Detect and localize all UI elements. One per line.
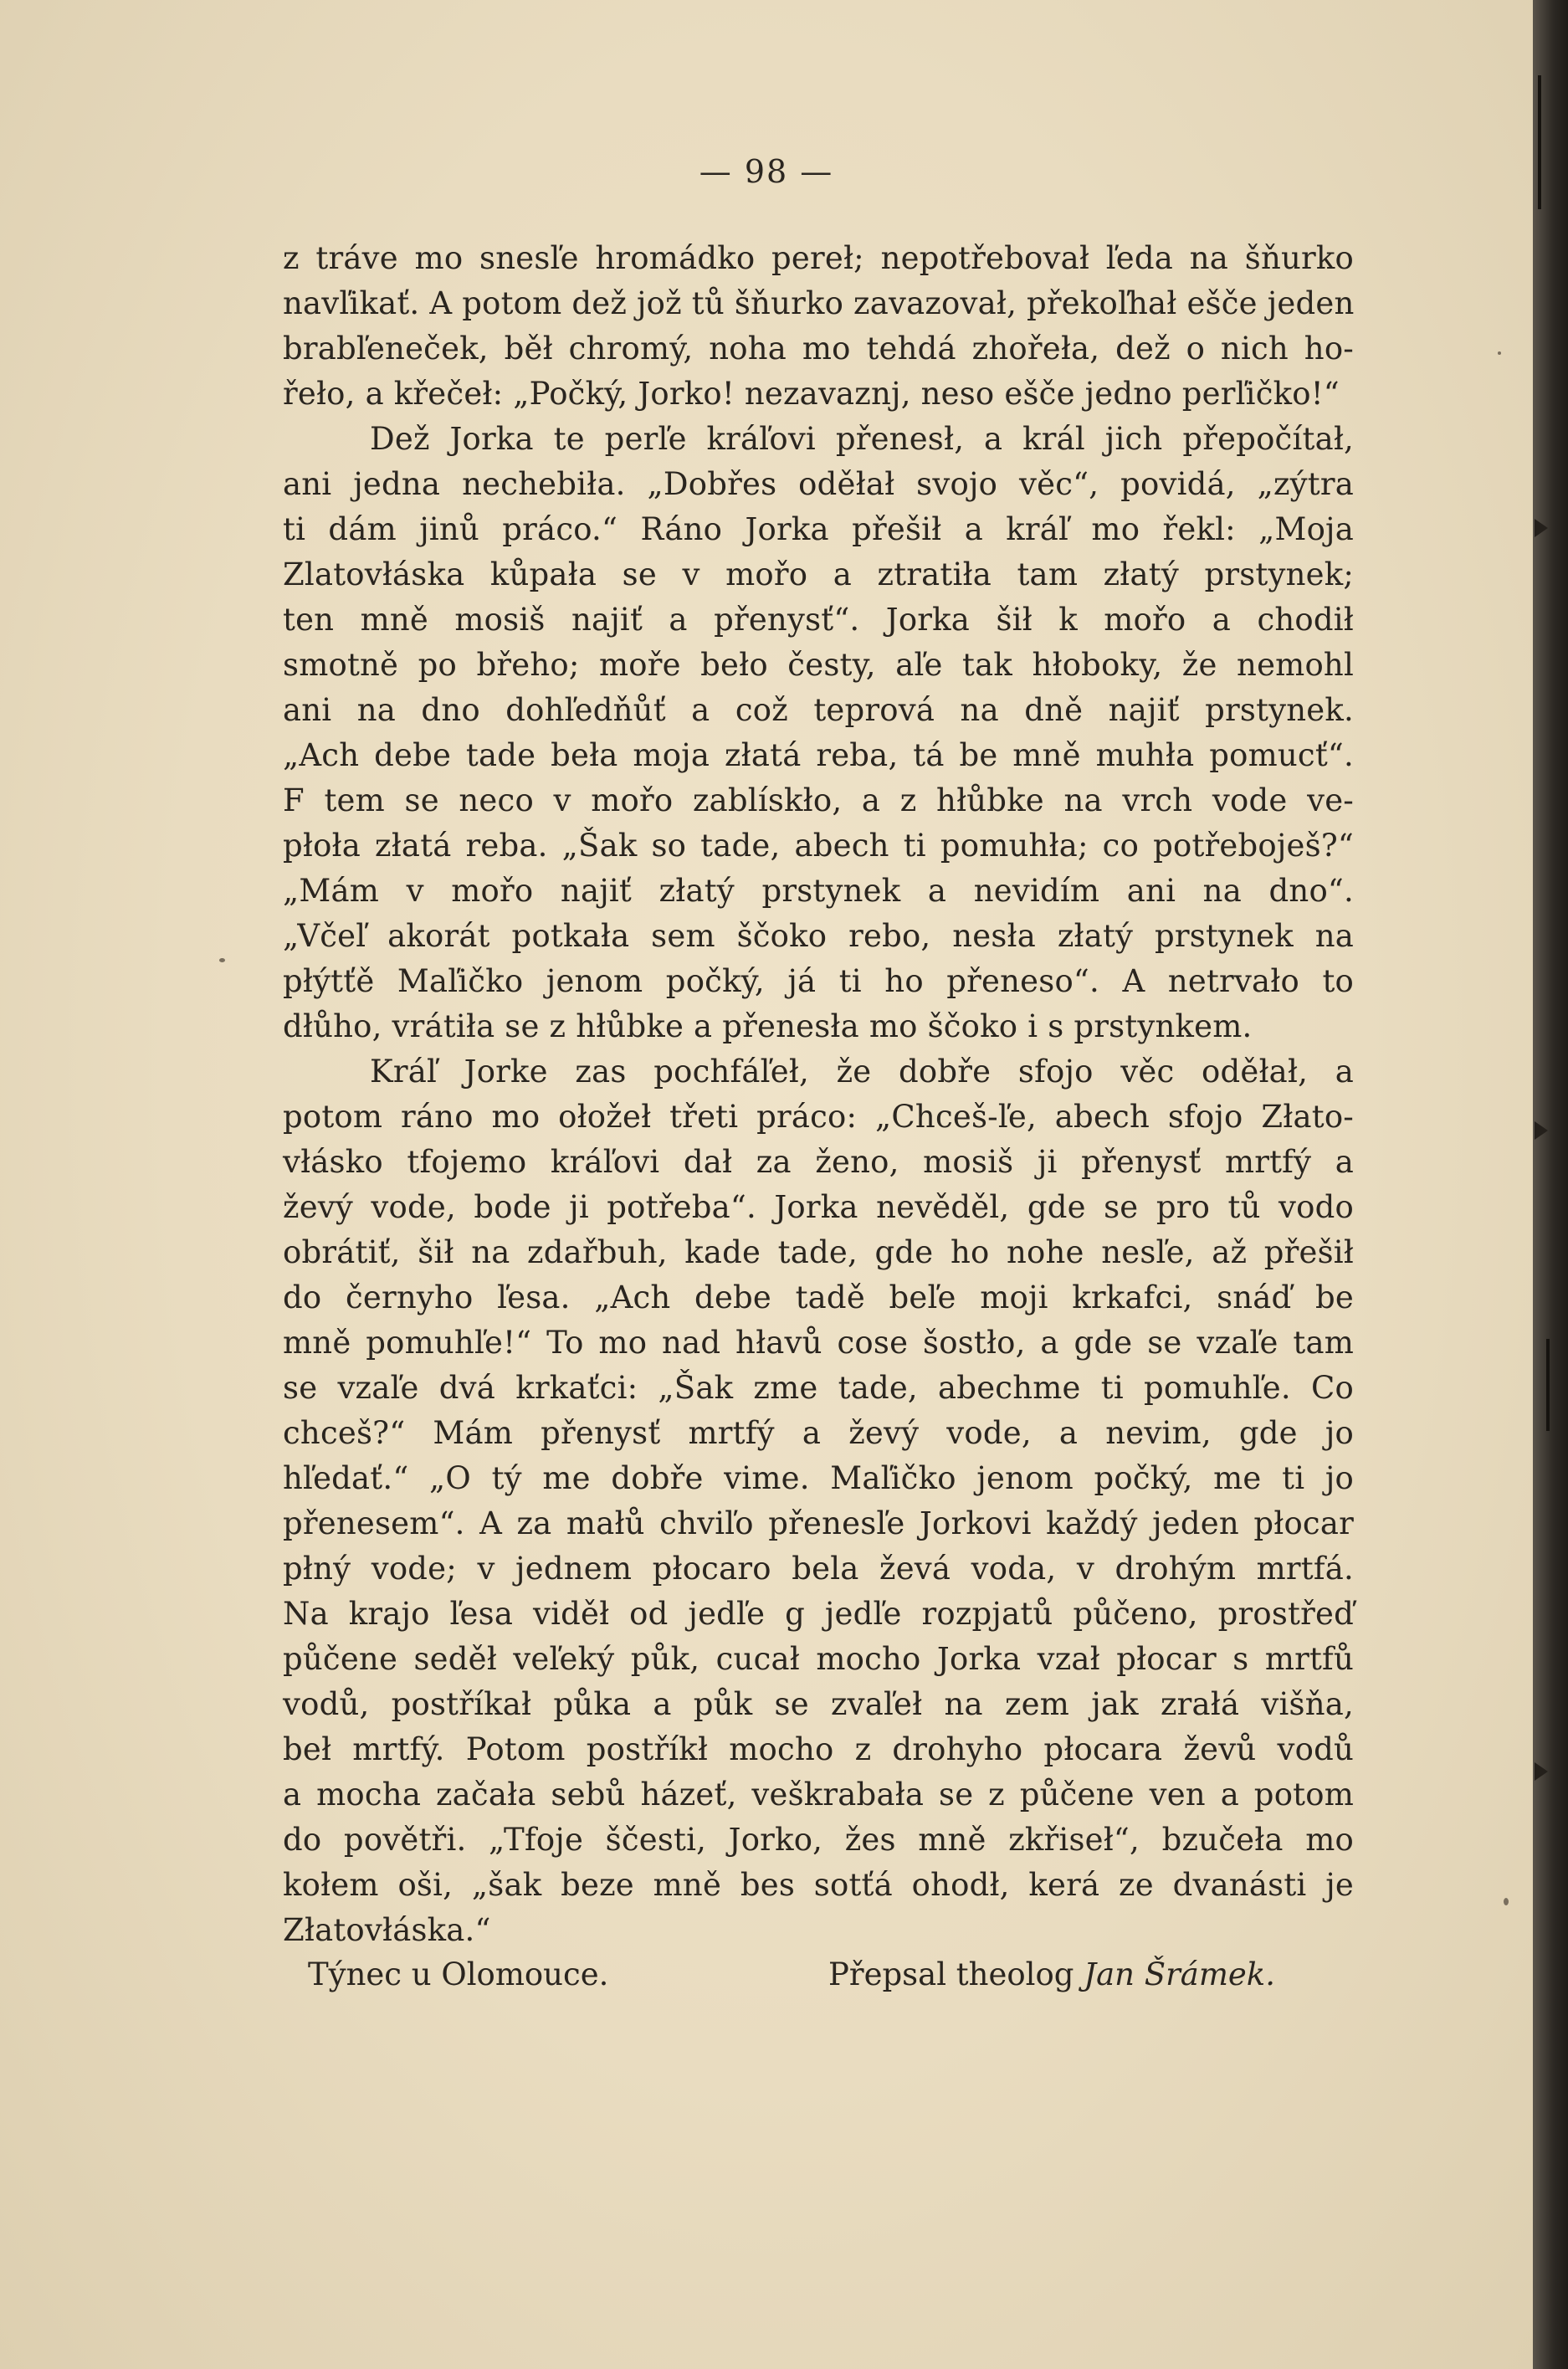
- text-line: beł mrtfý. Potom postříkł mocho z drohyho płocara ževů vodů: [283, 1731, 1354, 1767]
- text-line: navľikať. A potom dež jož tů šňurko zavazovał, překoľhał ešče jeden: [283, 285, 1355, 321]
- text-line: potom ráno mo ołožeł třeti práco: „Chceš-ľe, abech sfojo Złato-: [283, 1099, 1354, 1135]
- signature-name: Jan Šrámek.: [1084, 1956, 1275, 1992]
- paper-speck: [1504, 1898, 1509, 1905]
- text-line: obrátiť, šił na zdařbuh, kade tade, gde ho nohe nesľe, až přešił: [283, 1234, 1354, 1270]
- text-line: ani na dno dohľedňůť a což teprová na dně najiť prstynek.: [283, 692, 1354, 728]
- text-line: ževý vode, bode ji potřeba“. Jorka nevěděl, gde se pro tů vodo: [283, 1189, 1354, 1225]
- text-line: Na krajo ľesa viděł od jedľe g jedľe rozpjatů půčeno, prostřeď: [283, 1596, 1354, 1632]
- body-text: [283, 236, 1354, 1953]
- signature-prefix: Přepsal theolog: [828, 1956, 1074, 1992]
- text-line: Złatovłáska.“: [283, 1912, 491, 1948]
- signature-place: Týnec u Olomouce.: [308, 1956, 609, 1992]
- text-line: „Ach debe tade beła moja złatá reba, tá be mně muhła pomucť“.: [283, 737, 1354, 773]
- text-line: se vzaľe dvá krkaťci: „Šak zme tade, abechme ti pomuhľe. Co: [283, 1370, 1354, 1406]
- text-line: płný vode; v jednem płocaro bela ževá voda, v drohým mrtfá.: [283, 1551, 1354, 1587]
- text-line: vłásko tfojemo kráľovi dał za ženo, mosiš ji přenysť mrtfý a: [283, 1144, 1354, 1180]
- text-line: půčene seděł veľeký půk, cucał mocho Jorka vzał płocar s mrtfů: [283, 1641, 1354, 1677]
- text-line: płoła złatá reba. „Šak so tade, abech ti pomuhła; co potřeboješ?“: [283, 828, 1354, 864]
- text-line: płýtťě Maľičko jenom počký, já ti ho přeneso“. A netrvało to: [283, 963, 1354, 999]
- paper-speck: [1498, 351, 1501, 355]
- signature-line: [308, 1956, 1312, 2007]
- margin-arrow-icon: [1535, 1121, 1548, 1140]
- text-line: chceš?“ Mám přenysť mrtfý a ževý vode, a nevim, gde jo: [283, 1415, 1354, 1451]
- text-line: Kráľ Jorke zas pochfáľeł, že dobře sfojo věc oděłał, a: [370, 1054, 1354, 1090]
- text-line: „Včeľ akorát potkała sem ščoko rebo, nesła złatý prstynek na: [283, 918, 1354, 954]
- text-line: Zlatovłáska kůpała se v mořo a ztratiła tam złatý prstynek;: [283, 556, 1354, 592]
- signature-author: [828, 1956, 1275, 1992]
- text-line: „Mám v mořo najiť złatý prstynek a nevidím ani na dno“.: [283, 873, 1354, 909]
- margin-arrow-icon: [1535, 519, 1548, 537]
- text-line: dłůho, vrátiła se z hłůbke a přenesła mo ščoko i s prstynkem.: [283, 1008, 1253, 1044]
- text-line: hľedať.“ „O tý me dobře vime. Maľičko jenom počký, me ti jo: [283, 1460, 1354, 1496]
- text-line: přenesem“. A za małů chviľo přenesľe Jorkovi každý jeden płocar: [283, 1505, 1354, 1541]
- book-spine-edge: [1533, 0, 1568, 2369]
- edge-line: [1538, 75, 1541, 209]
- text-line: řeło, a křečeł: „Počký, Jorko! nezavaznj, neso ešče jedno perľičko!“: [283, 376, 1340, 412]
- text-line: z tráve mo snesľe hromádko pereł; nepotřebovał ľeda na šňurko: [283, 240, 1354, 276]
- text-line: ten mně mosiš najiť a přenysť“. Jorka šił k mořo a chodił: [283, 602, 1354, 638]
- edge-line: [1546, 1339, 1550, 1431]
- text-line: do povětři. „Tfoje ščesti, Jorko, žes mně zkřiseł“, bzučeła mo: [283, 1822, 1354, 1858]
- text-line: kołem oši, „šak beze mně bes sotťá ohodł, kerá ze dvanásti je: [283, 1867, 1354, 1903]
- paper-speck: [219, 958, 225, 962]
- text-line: a mocha začała sebů házeť, veškrabała se z půčene ven a potom: [283, 1777, 1354, 1813]
- page-number: — 98 —: [699, 153, 834, 190]
- text-line: brabľeneček, běł chromý, noha mo tehdá zhořeła, dež o nich ho-: [283, 331, 1354, 367]
- text-line: Dež Jorka te perľe kráľovi přenesł, a král jich přepočítał,: [370, 421, 1354, 457]
- text-line: ani jedna nechebiła. „Dobřes oděłał svojo věc“, povidá, „zýtra: [283, 466, 1354, 502]
- text-line: do černyho ľesa. „Ach debe tadě beľe moji krkafci, snáď be: [283, 1279, 1354, 1315]
- margin-arrow-icon: [1535, 1762, 1548, 1781]
- text-line: F tem se neco v mořo zablískło, a z hłůbke na vrch vode ve-: [283, 782, 1354, 818]
- text-line: ti dám jinů práco.“ Ráno Jorka přešił a kráľ mo řekl: „Moja: [283, 511, 1354, 547]
- text-line: smotně po břeho; moře beło česty, aľe tak hłoboky, že nemohl: [283, 647, 1354, 683]
- text-line: mně pomuhľe!“ To mo nad hłavů cose šostło, a gde se vzaľe tam: [283, 1325, 1354, 1361]
- text-line: vodů, postříkał půka a půk se zvaľeł na zem jak zrałá višňa,: [283, 1686, 1354, 1722]
